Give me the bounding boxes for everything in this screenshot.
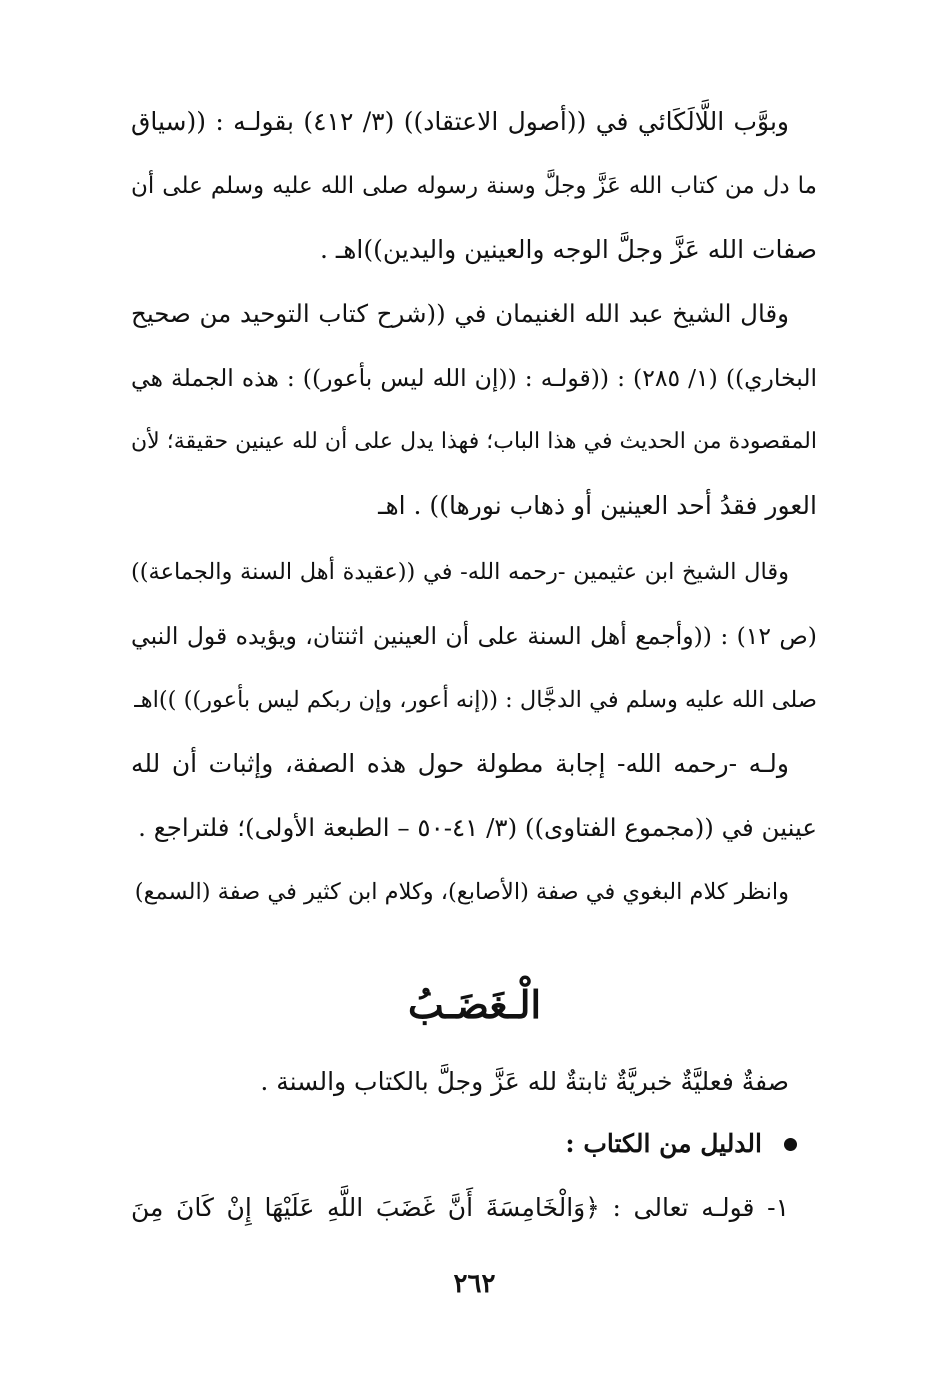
- evidence-bullet: [565, 1124, 797, 1164]
- evidence-bullet-label: الدليل من الكتاب :: [565, 1129, 762, 1158]
- paragraph-1-line-1: وبوَّب اللَّالَكَائي في ((أصول الاعتقاد)) (٣/ ٤١٢) بقولـه : ((سياق: [131, 107, 789, 136]
- paragraph-5-line-1: وانظر كلام البغوي في صفة (الأصابع)، وكلام ابن كثير في صفة (السمع): [134, 879, 789, 905]
- page-number: ٢٦٢: [453, 1269, 496, 1299]
- quran-evidence-line: ١- قولـه تعالى : ﴿وَالْخَامِسَةَ أَنَّ غَضَبَ اللَّهِ عَلَيْهَا إِنْ كَانَ مِنَ: [131, 1193, 789, 1222]
- bullet-dot-icon: [784, 1138, 797, 1151]
- section-heading-anger: الْـغَضَـبُ: [408, 982, 541, 1027]
- paragraph-3-line-1: وقال الشيخ ابن عثيمين -رحمه الله- في ((عقيدة أهل السنة والجماعة)): [131, 559, 789, 585]
- paragraph-4-line-2: عينين في ((مجموع الفتاوى)) (٣/ ٤١-٥٠ – الطبعة الأولى)؛ فلتراجع .: [138, 813, 817, 842]
- paragraph-2-line-3: المقصودة من الحديث في هذا الباب؛ فهذا يدل على أن لله عينين حقيقة؛ لأن: [131, 429, 817, 454]
- paragraph-1-line-3: صفات الله عَزَّ وجلَّ الوجه والعينين واليدين))اهـ .: [320, 235, 817, 264]
- paragraph-3-line-3: صلى الله عليه وسلم في الدجَّال : ((إنه أعور، وإن ربكم ليس بأعور)) ))اهـ: [134, 687, 817, 713]
- paragraph-2-line-4: العور فقدُ أحد العينين أو ذهاب نورها)) . اهـ: [378, 491, 817, 520]
- attribute-definition: صفةٌ فعليَّةٌ خبريَّةٌ ثابتةٌ لله عَزَّ وجلَّ بالكتاب والسنة .: [260, 1067, 789, 1096]
- paragraph-4-line-1: ولـه -رحمه الله- إجابة مطولة حول هذه الصفة، وإثبات أن لله: [131, 749, 789, 778]
- paragraph-2-line-1: وقال الشيخ عبد الله الغنيمان في ((شرح كتاب التوحيد من صحيح: [131, 299, 789, 328]
- paragraph-1-line-2: ما دل من كتاب الله عَزَّ وجلَّ وسنة رسوله صلى الله عليه وسلم على أن: [131, 173, 817, 199]
- paragraph-2-line-2: البخاري)) (١/ ٢٨٥) : ((قولـه : ((إن الله ليس بأعور)) : هذه الجملة هي: [131, 364, 818, 392]
- paragraph-3-line-2: (ص ١٢) : ((وأجمع أهل السنة على أن العينين اثنتان، ويؤيده قول النبي: [131, 622, 817, 650]
